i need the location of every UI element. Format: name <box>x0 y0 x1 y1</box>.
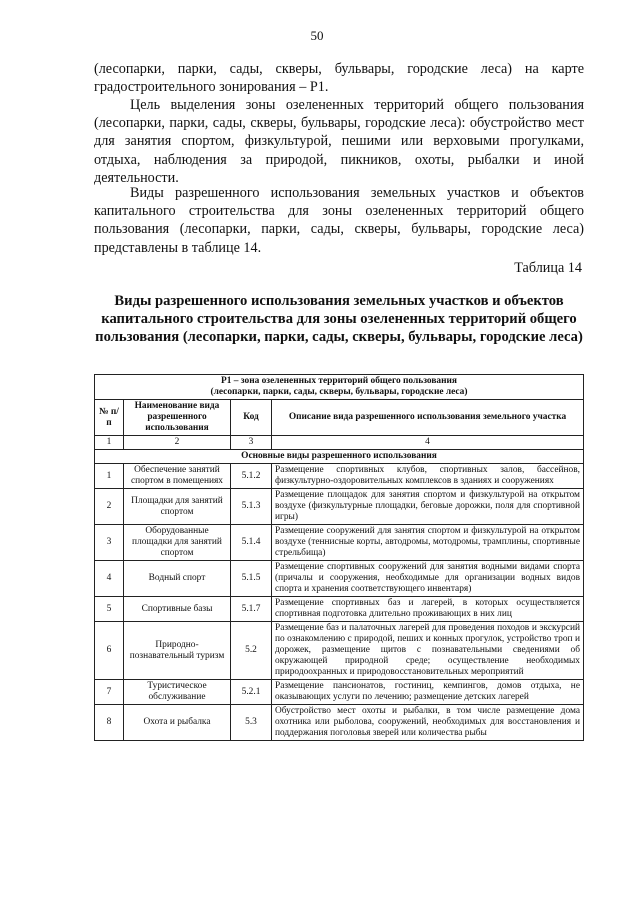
row-name: Площадки для занятий спортом <box>124 489 231 525</box>
row-number: 5 <box>95 597 124 622</box>
row-code: 5.1.2 <box>231 464 272 489</box>
row-description: Размещение спортивных сооружений для занятия водными видами спорта (причалы и сооружения, необходимые для организации водных видов спорта и хранения соответствующего инвентаря) <box>272 561 584 597</box>
row-description: Обустройство мест охоты и рыбалки, в том числе размещение дома охотника или рыболова, сооружений, необходимых для восстановления и поддержания поголовья зверей или количества рыбы <box>272 705 584 741</box>
row-number: 8 <box>95 705 124 741</box>
section-row <box>95 450 584 464</box>
table-row <box>95 680 584 705</box>
row-name: Оборудованные площадки для занятий спортом <box>124 525 231 561</box>
row-number: 1 <box>95 464 124 489</box>
row-description: Размещение сооружений для занятия спортом и физкультурой на открытом воздухе (теннисные корты, автодромы, мотодромы, трамплины, спортивные стрельбища) <box>272 525 584 561</box>
column-header-number: № п/п <box>95 400 124 436</box>
zone-header-line-2: (лесопарки, парки, сады, скверы, бульвары, городские леса) <box>210 387 468 397</box>
row-name: Обеспечение занятий спортом в помещениях <box>124 464 231 489</box>
column-header-row <box>95 400 584 436</box>
table-row <box>95 464 584 489</box>
row-name: Спортивные базы <box>124 597 231 622</box>
table-row <box>95 597 584 622</box>
row-description: Размещение спортивных клубов, спортивных залов, бассейнов, физкультурно-оздоровительных комплексов в зданиях и сооружениях <box>272 464 584 489</box>
table-caption: Таблица 14 <box>514 260 582 276</box>
column-header-name: Наименование вида разрешенного использования <box>124 400 231 436</box>
paragraph-3-text: Виды разрешенного использования земельных участков и объектов капитального строительства для зоны озелененных территорий общего пользования (лесопарки, парки, сады, скверы, бульвары, городские леса) представлены в таблице 14. <box>94 185 584 256</box>
row-code: 5.3 <box>231 705 272 741</box>
row-code: 5.1.7 <box>231 597 272 622</box>
column-index: 2 <box>124 436 231 450</box>
row-number: 2 <box>95 489 124 525</box>
row-code: 5.1.3 <box>231 489 272 525</box>
row-description: Размещение площадок для занятия спортом и физкультурой на открытом воздухе (физкультурные площадки, беговые дорожки, поля для спортивной игры) <box>272 489 584 525</box>
row-name: Природно-познавательный туризм <box>124 622 231 680</box>
row-number: 6 <box>95 622 124 680</box>
paragraph-3 <box>94 184 584 257</box>
paragraph-1 <box>94 60 584 96</box>
row-description: Размещение пансионатов, гостиниц, кемпингов, домов отдыха, не оказывающих услуги по лечению; размещение детских лагерей <box>272 680 584 705</box>
row-name: Охота и рыбалка <box>124 705 231 741</box>
land-use-table <box>94 374 584 741</box>
paragraph-1-text: (лесопарки, парки, сады, скверы, бульвары, городские леса) на карте градостроительного зонирования – Р1. <box>94 61 584 96</box>
row-code: 5.1.5 <box>231 561 272 597</box>
column-header-description: Описание вида разрешенного использования земельного участка <box>272 400 584 436</box>
paragraph-2-text: Цель выделения зоны озелененных территорий общего пользования (лесопарки, парки, сады, скверы, бульвары, городские леса): обустройство мест для занятия спортом, физкультурой, пешими или верховыми прогулками, отдыха, наблюдения за природой, пикников, охоты, рыбалки и иной деятельности. <box>94 97 584 186</box>
table-row <box>95 622 584 680</box>
row-name: Туристическое обслуживание <box>124 680 231 705</box>
table-row <box>95 561 584 597</box>
table-title: Виды разрешенного использования земельных участков и объектов капитального строительства для зоны озелененных территорий общего пользования (лесопарки, парки, сады, скверы, бульвары, городские леса) <box>95 293 583 346</box>
row-description: Размещение баз и палаточных лагерей для проведения походов и экскурсий по ознакомлению с природой, пеших и конных прогулок, устройство троп и дорожек, размещение щитов с познавательными сведениями об окружающей природной среде; осуществление необходимых природоохранных и природовосстановительных мероприятий <box>272 622 584 680</box>
row-number: 7 <box>95 680 124 705</box>
zone-header-line-1: Р1 – зона озелененных территорий общего пользования <box>221 376 457 386</box>
row-code: 5.2 <box>231 622 272 680</box>
table-row <box>95 705 584 741</box>
page-number: 50 <box>310 28 324 43</box>
column-index: 3 <box>231 436 272 450</box>
table-row <box>95 525 584 561</box>
row-code: 5.2.1 <box>231 680 272 705</box>
row-code: 5.1.4 <box>231 525 272 561</box>
row-name: Водный спорт <box>124 561 231 597</box>
row-number: 4 <box>95 561 124 597</box>
column-index: 1 <box>95 436 124 450</box>
table-row <box>95 489 584 525</box>
paragraph-2 <box>94 96 584 187</box>
column-index: 4 <box>272 436 584 450</box>
column-header-code: Код <box>231 400 272 436</box>
row-description: Размещение спортивных баз и лагерей, в которых осуществляется спортивная подготовка длительно проживающих в них лиц <box>272 597 584 622</box>
zone-header-row <box>95 375 584 400</box>
zone-header <box>95 375 584 400</box>
row-number: 3 <box>95 525 124 561</box>
section-title: Основные виды разрешенного использования <box>95 450 584 464</box>
column-index-row <box>95 436 584 450</box>
